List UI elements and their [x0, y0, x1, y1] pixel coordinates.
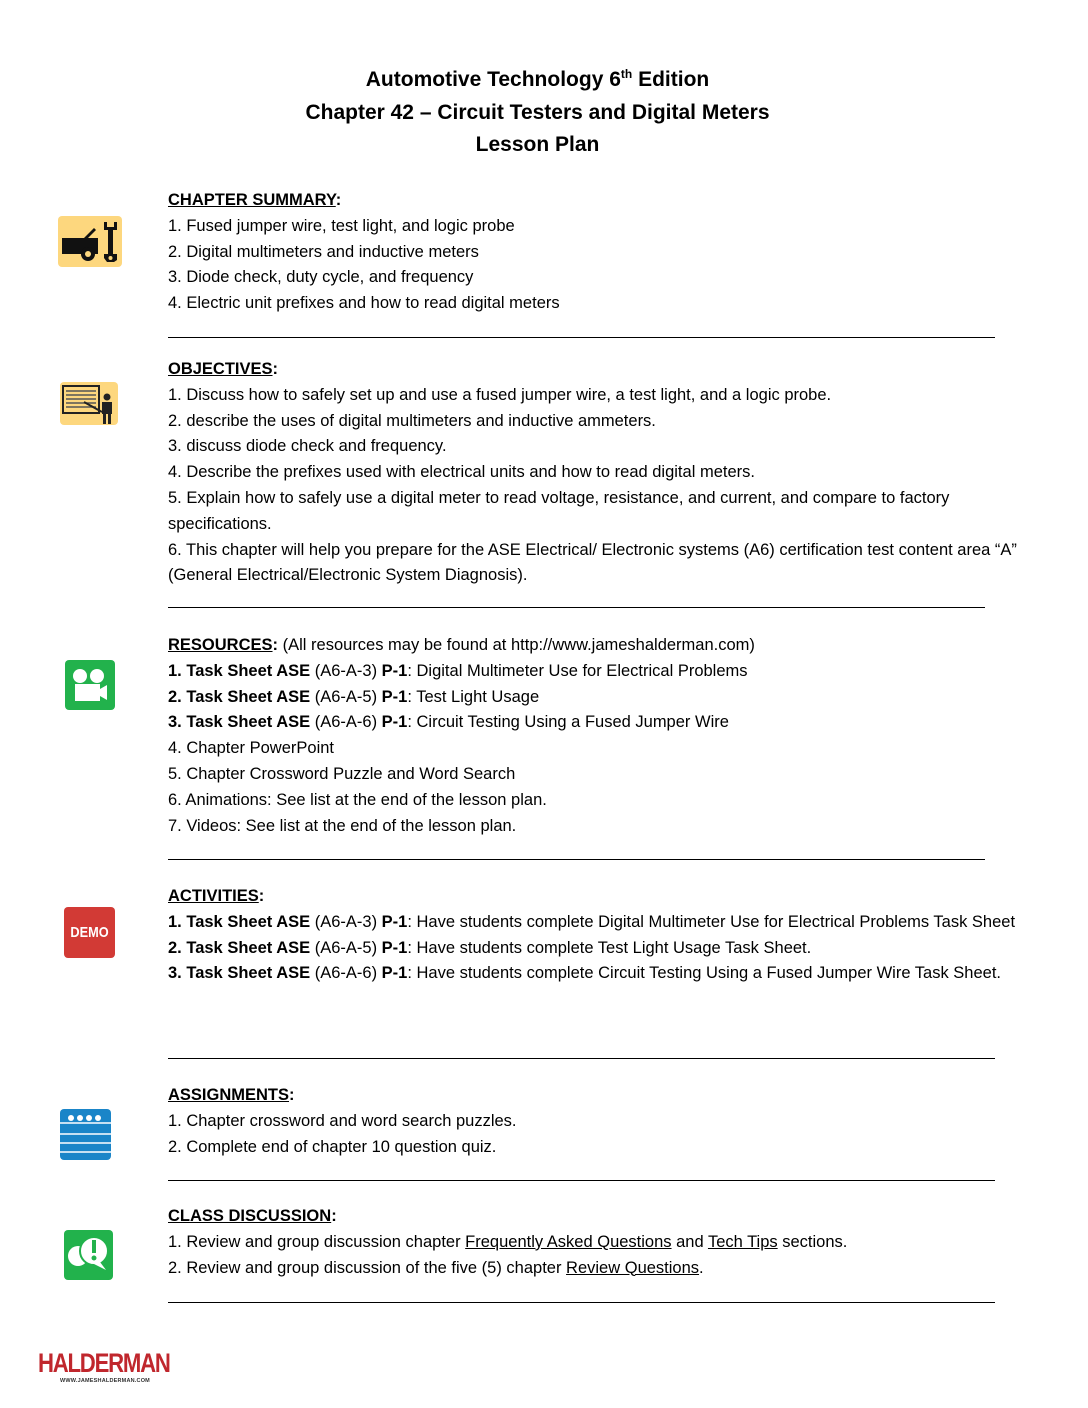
task-sheet-item: 2. Task Sheet ASE (A6-A-5) P-1: Test Light Usage	[168, 687, 540, 706]
presentation-icon	[60, 382, 118, 425]
tech-tips-link[interactable]: Tech Tips	[707, 1232, 778, 1251]
section-divider	[168, 1180, 995, 1181]
chapter-summary-section	[168, 188, 1038, 317]
section-divider	[168, 1302, 995, 1303]
list-item: 3. Diode check, duty cycle, and frequency	[168, 268, 474, 287]
notepad-icon	[60, 1109, 111, 1160]
title-superscript: th	[620, 67, 633, 81]
section-heading: ACTIVITIES:	[168, 887, 265, 905]
document-title-line1	[0, 64, 1075, 96]
demo-icon	[64, 907, 115, 958]
list-item: 5. Chapter Crossword Puzzle and Word Search	[168, 764, 516, 783]
list-item: 6. This chapter will help you prepare for the ASE Electrical/ Electronic systems (A6) certification test content area “A” (General Electrical/Electronic System Diagnosis).	[168, 540, 1017, 585]
activities-section	[168, 884, 1038, 987]
section-divider	[168, 337, 995, 338]
class-discussion-section	[168, 1204, 1038, 1281]
list-item: 1. Discuss how to safely set up and use a fused jumper wire, a test light, and a logic probe.	[168, 385, 832, 404]
list-item: 4. Chapter PowerPoint	[168, 739, 335, 758]
list-item: 2. Complete end of chapter 10 question quiz.	[168, 1137, 497, 1156]
section-divider	[168, 1058, 995, 1059]
document-title-line3: Lesson Plan	[475, 133, 600, 156]
document-title-line2: Chapter 42 – Circuit Testers and Digital Meters	[305, 101, 770, 124]
list-item: 4. Describe the prefixes used with electrical units and how to read digital meters.	[168, 463, 755, 482]
list-item: 1. Chapter crossword and word search puzzles.	[168, 1111, 517, 1130]
section-heading: CLASS DISCUSSION:	[168, 1207, 337, 1225]
objectives-section	[168, 357, 1038, 589]
faq-link[interactable]: Frequently Asked Questions	[465, 1232, 672, 1251]
halderman-logo	[38, 1348, 170, 1385]
section-divider	[168, 607, 985, 608]
list-item: 6. Animations: See list at the end of the lesson plan.	[168, 790, 547, 809]
section-heading: RESOURCES: (All resources may be found at http://www.jameshalderman.com)	[168, 636, 755, 654]
review-questions-link[interactable]: Review Questions	[566, 1258, 700, 1277]
title-text: Automotive Technology 6	[365, 68, 621, 91]
list-item: 1. Fused jumper wire, test light, and logic probe	[168, 216, 515, 235]
demo-icon-label: DEMO	[70, 924, 109, 941]
list-item: 7. Videos: See list at the end of the lesson plan.	[168, 816, 517, 835]
car-repair-icon	[58, 216, 122, 267]
section-heading: OBJECTIVES:	[168, 360, 279, 378]
section-heading: ASSIGNMENTS:	[168, 1086, 295, 1104]
list-item: 2. describe the uses of digital multimeters and inductive ammeters.	[168, 411, 656, 430]
task-sheet-item: 3. Task Sheet ASE (A6-A-6) P-1: Have students complete Circuit Testing Using a Fused Jumper Wire Task Sheet.	[168, 964, 1001, 983]
assignments-section	[168, 1083, 1038, 1160]
task-sheet-item: 1. Task Sheet ASE (A6-A-3) P-1: Digital Multimeter Use for Electrical Problems	[168, 661, 748, 680]
list-item: 2. Review and group discussion of the five (5) chapter Review Questions.	[168, 1258, 704, 1277]
logo-url: WWW.JAMESHALDERMAN.COM	[60, 1378, 150, 1384]
task-sheet-item: 3. Task Sheet ASE (A6-A-6) P-1: Circuit Testing Using a Fused Jumper Wire	[168, 713, 729, 732]
speech-bubbles-icon	[64, 1230, 113, 1280]
list-item: 5. Explain how to safely use a digital meter to read voltage, resistance, and current, and compare to factory specifications.	[168, 488, 950, 533]
task-sheet-item: 1. Task Sheet ASE (A6-A-3) P-1: Have students complete Digital Multimeter Use for Electrical Problems Task Sheet	[168, 912, 1016, 931]
logo-text: HALDERMAN	[38, 1348, 170, 1378]
list-item: 4. Electric unit prefixes and how to read digital meters	[168, 294, 560, 313]
section-divider	[168, 859, 985, 860]
list-item: 1. Review and group discussion chapter Frequently Asked Questions and Tech Tips sections.	[168, 1232, 848, 1251]
video-camera-icon	[65, 660, 115, 710]
task-sheet-item: 2. Task Sheet ASE (A6-A-5) P-1: Have students complete Test Light Usage Task Sheet.	[168, 938, 812, 957]
section-heading: CHAPTER SUMMARY:	[168, 191, 342, 209]
resources-section	[168, 633, 1038, 839]
list-item: 3. discuss diode check and frequency.	[168, 437, 447, 456]
list-item: 2. Digital multimeters and inductive meters	[168, 242, 479, 261]
title-text-edition: Edition	[632, 68, 710, 91]
